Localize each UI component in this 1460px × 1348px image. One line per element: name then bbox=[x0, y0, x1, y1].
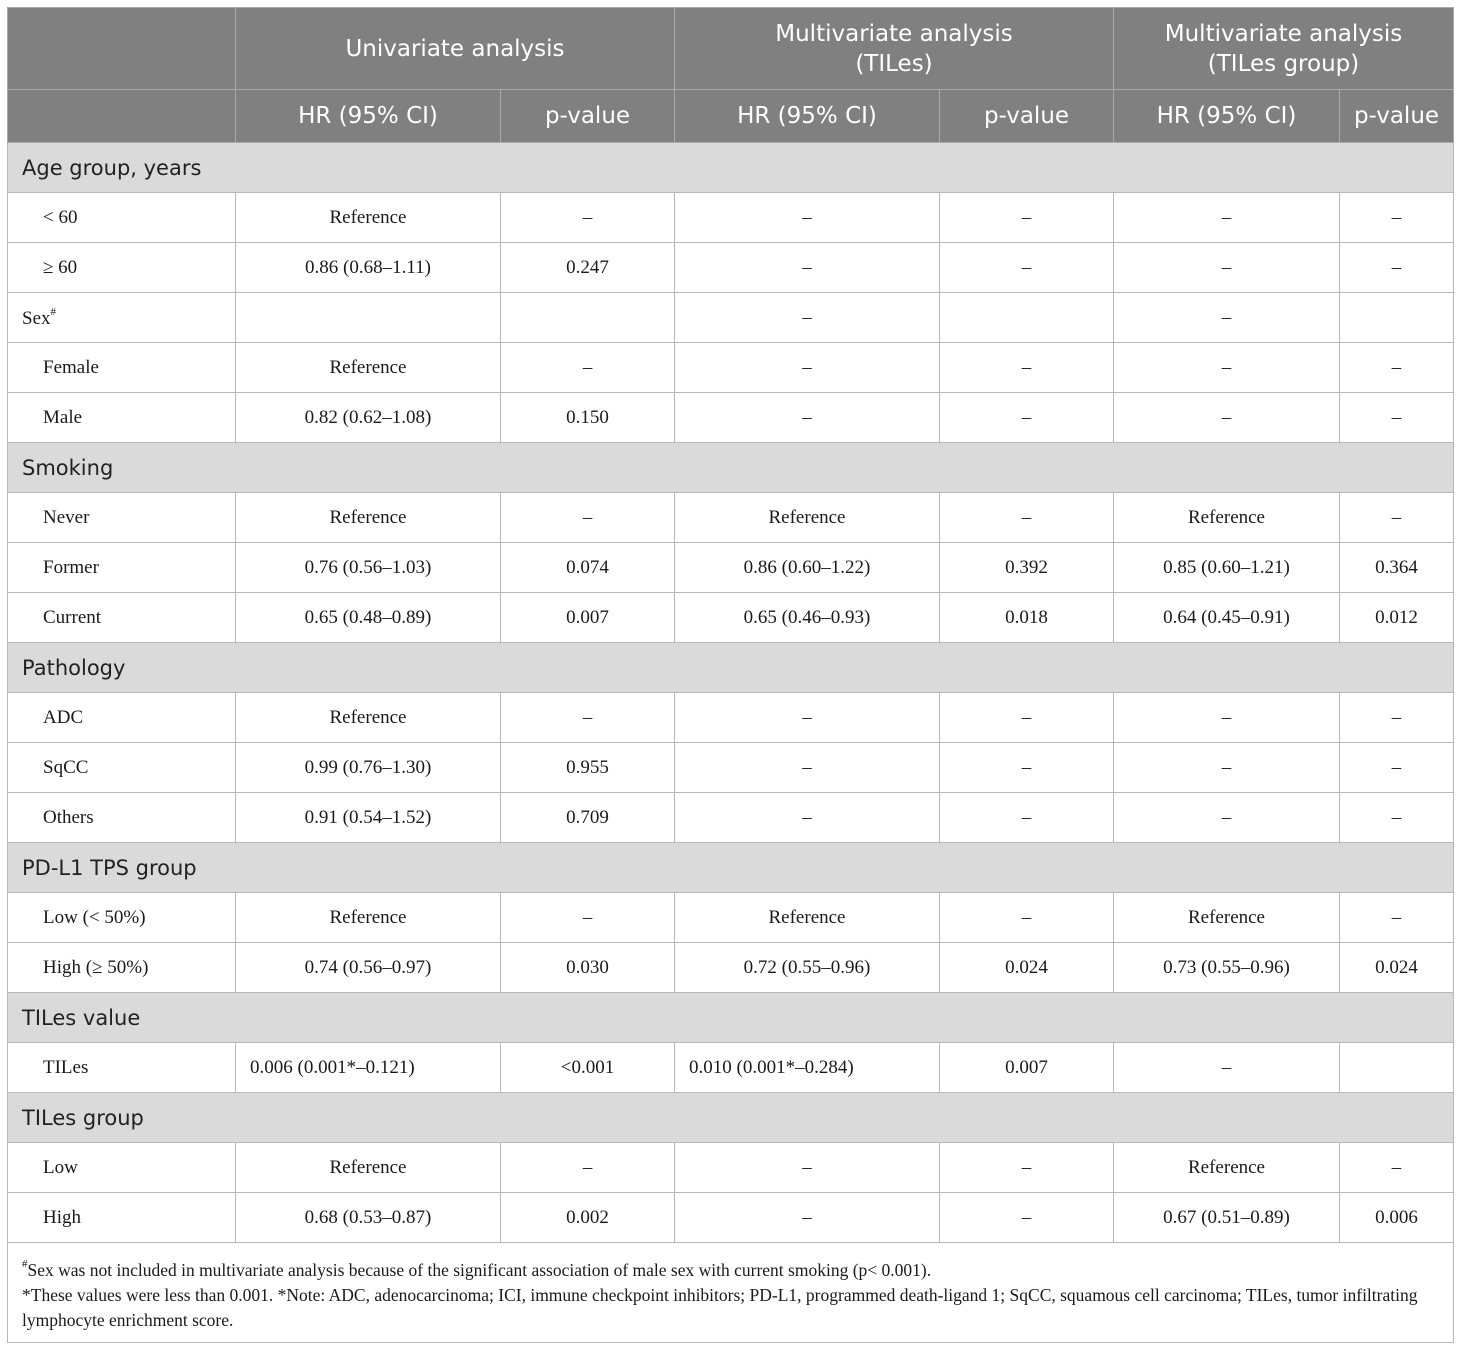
row-label-text: Current bbox=[43, 606, 102, 628]
table-row bbox=[8, 793, 1454, 843]
footnote-abbreviations: *These values were less than 0.001. *Note: ADC, adenocarcinoma; ICI, immune checkpoint inhibitors; PD-L1, programmed death-ligand 1; SqCC, squamous cell carcinoma; TILes, tumor infiltrating lymphocyte enrichment score. bbox=[22, 1285, 1418, 1330]
row-label-text: Female bbox=[43, 356, 99, 378]
hr-cell bbox=[236, 293, 501, 343]
column-header-hr: HR (95% CI) bbox=[236, 90, 501, 143]
section-title: TILes group bbox=[8, 1093, 1454, 1143]
header-corner-lower bbox=[8, 90, 236, 143]
row-label bbox=[8, 593, 236, 643]
p-value-cell: 0.024 bbox=[1340, 943, 1454, 993]
hr-cell: 0.82 (0.62–1.08) bbox=[236, 393, 501, 443]
p-value-cell: – bbox=[940, 493, 1114, 543]
p-value-cell: – bbox=[1340, 1143, 1454, 1193]
p-value-cell: – bbox=[1340, 343, 1454, 393]
header-group-univariate: Univariate analysis bbox=[236, 8, 675, 90]
p-value-cell: 0.247 bbox=[501, 243, 675, 293]
hr-cell: – bbox=[675, 743, 940, 793]
hr-cell: Reference bbox=[1114, 1143, 1340, 1193]
hr-cell: – bbox=[1114, 193, 1340, 243]
hr-cell: – bbox=[675, 793, 940, 843]
row-label-text: Low (< 50%) bbox=[43, 906, 146, 928]
p-value-cell: – bbox=[1340, 393, 1454, 443]
row-label bbox=[8, 693, 236, 743]
hr-cell: 0.91 (0.54–1.52) bbox=[236, 793, 501, 843]
table-row bbox=[8, 743, 1454, 793]
column-header-p-value: p-value bbox=[940, 90, 1114, 143]
hr-cell: – bbox=[1114, 743, 1340, 793]
hr-cell: – bbox=[1114, 693, 1340, 743]
hr-cell: 0.65 (0.46–0.93) bbox=[675, 593, 940, 643]
row-label-text: Former bbox=[43, 556, 99, 578]
hr-cell: – bbox=[1114, 793, 1340, 843]
p-value-cell: – bbox=[501, 893, 675, 943]
section-header-row bbox=[8, 143, 1454, 193]
hr-cell: Reference bbox=[236, 693, 501, 743]
hr-cell: – bbox=[675, 1193, 940, 1243]
p-value-cell: – bbox=[501, 493, 675, 543]
row-label bbox=[8, 393, 236, 443]
hr-cell: 0.006 (0.001*–0.121) bbox=[236, 1043, 501, 1093]
hr-cell: Reference bbox=[675, 493, 940, 543]
hr-cell: 0.74 (0.56–0.97) bbox=[236, 943, 501, 993]
p-value-cell: – bbox=[940, 193, 1114, 243]
table-row bbox=[8, 693, 1454, 743]
row-label-text: Male bbox=[43, 406, 83, 428]
p-value-cell: – bbox=[940, 793, 1114, 843]
row-label bbox=[8, 343, 236, 393]
row-label-text: < 60 bbox=[43, 206, 78, 228]
hr-cell: – bbox=[1114, 1043, 1340, 1093]
row-label-text: Sex bbox=[22, 307, 51, 329]
section-title: PD-L1 TPS group bbox=[8, 843, 1454, 893]
section-header-row bbox=[8, 443, 1454, 493]
hr-cell: 0.99 (0.76–1.30) bbox=[236, 743, 501, 793]
row-label-text: ≥ 60 bbox=[43, 256, 78, 278]
table-row bbox=[8, 493, 1454, 543]
row-label bbox=[8, 1143, 236, 1193]
hr-cell: – bbox=[1114, 343, 1340, 393]
p-value-cell: – bbox=[1340, 693, 1454, 743]
row-label bbox=[8, 943, 236, 993]
hr-cell: 0.68 (0.53–0.87) bbox=[236, 1193, 501, 1243]
section-title: Age group, years bbox=[8, 143, 1454, 193]
header-group-multivariate-tiles-group: Multivariate analysis (TILes group) bbox=[1114, 8, 1454, 90]
row-label-text: High bbox=[43, 1206, 81, 1228]
footnote-sex: #Sex was not included in multivariate analysis because of the significant association of male sex with current smoking (p< 0.001). bbox=[22, 1258, 932, 1280]
p-value-cell: – bbox=[940, 393, 1114, 443]
p-value-cell: – bbox=[501, 343, 675, 393]
row-label bbox=[8, 193, 236, 243]
p-value-cell: – bbox=[1340, 493, 1454, 543]
table-row bbox=[8, 243, 1454, 293]
hr-cell: 0.64 (0.45–0.91) bbox=[1114, 593, 1340, 643]
p-value-cell: – bbox=[501, 1143, 675, 1193]
table-row bbox=[8, 393, 1454, 443]
table-header bbox=[8, 8, 1454, 143]
hr-cell: 0.010 (0.001*–0.284) bbox=[675, 1043, 940, 1093]
section-title: TILes value bbox=[8, 993, 1454, 1043]
header-corner bbox=[8, 8, 236, 90]
hr-cell: Reference bbox=[1114, 493, 1340, 543]
hr-cell: – bbox=[675, 243, 940, 293]
footnote-marker: # bbox=[50, 305, 56, 318]
hr-cell: – bbox=[675, 393, 940, 443]
p-value-cell: – bbox=[940, 1143, 1114, 1193]
hr-cell: Reference bbox=[236, 343, 501, 393]
hr-cell: Reference bbox=[236, 493, 501, 543]
table-row bbox=[8, 1143, 1454, 1193]
column-header-p-value: p-value bbox=[1340, 90, 1454, 143]
p-value-cell: 0.364 bbox=[1340, 543, 1454, 593]
hr-cell: 0.86 (0.68–1.11) bbox=[236, 243, 501, 293]
table-row bbox=[8, 593, 1454, 643]
row-label-text: Low bbox=[43, 1156, 78, 1178]
p-value-cell: 0.007 bbox=[940, 1043, 1114, 1093]
section-header-row bbox=[8, 643, 1454, 693]
table-body bbox=[8, 143, 1454, 1243]
hr-cell: – bbox=[675, 293, 940, 343]
row-label bbox=[8, 543, 236, 593]
hr-cell: Reference bbox=[1114, 893, 1340, 943]
row-label bbox=[8, 893, 236, 943]
row-label-text: ADC bbox=[43, 706, 84, 728]
hr-cell: Reference bbox=[236, 893, 501, 943]
row-label bbox=[8, 1043, 236, 1093]
row-label-text: Others bbox=[43, 806, 94, 828]
table-row bbox=[8, 193, 1454, 243]
hr-cell: 0.72 (0.55–0.96) bbox=[675, 943, 940, 993]
p-value-cell: 0.007 bbox=[501, 593, 675, 643]
row-label-text: TILes bbox=[43, 1056, 89, 1078]
p-value-cell: 0.392 bbox=[940, 543, 1114, 593]
table-row bbox=[8, 893, 1454, 943]
table-row bbox=[8, 943, 1454, 993]
row-label bbox=[8, 243, 236, 293]
p-value-cell: 0.012 bbox=[1340, 593, 1454, 643]
p-value-cell: – bbox=[1340, 893, 1454, 943]
column-header-hr: HR (95% CI) bbox=[675, 90, 940, 143]
section-header-row bbox=[8, 993, 1454, 1043]
hr-cell: 0.73 (0.55–0.96) bbox=[1114, 943, 1340, 993]
p-value-cell: – bbox=[940, 743, 1114, 793]
p-value-cell: 0.006 bbox=[1340, 1193, 1454, 1243]
cox-regression-table bbox=[7, 7, 1454, 1343]
p-value-cell: – bbox=[940, 343, 1114, 393]
section-title: Smoking bbox=[8, 443, 1454, 493]
p-value-cell: – bbox=[1340, 743, 1454, 793]
hr-cell: – bbox=[1114, 243, 1340, 293]
p-value-cell bbox=[940, 293, 1114, 343]
section-title: Pathology bbox=[8, 643, 1454, 693]
p-value-cell: 0.002 bbox=[501, 1193, 675, 1243]
row-label bbox=[8, 743, 236, 793]
table-row bbox=[8, 293, 1454, 343]
row-label bbox=[8, 493, 236, 543]
header-group-multivariate-tiles: Multivariate analysis (TILes) bbox=[675, 8, 1114, 90]
p-value-cell bbox=[501, 293, 675, 343]
table-footnotes bbox=[8, 1243, 1454, 1343]
table-row bbox=[8, 1193, 1454, 1243]
p-value-cell: 0.030 bbox=[501, 943, 675, 993]
section-header-row bbox=[8, 1093, 1454, 1143]
hr-cell: Reference bbox=[675, 893, 940, 943]
p-value-cell: – bbox=[940, 693, 1114, 743]
column-header-p-value: p-value bbox=[501, 90, 675, 143]
p-value-cell: – bbox=[1340, 243, 1454, 293]
hr-cell: – bbox=[1114, 293, 1340, 343]
p-value-cell: 0.024 bbox=[940, 943, 1114, 993]
p-value-cell: – bbox=[501, 693, 675, 743]
p-value-cell: – bbox=[1340, 793, 1454, 843]
p-value-cell: 0.074 bbox=[501, 543, 675, 593]
row-label-text: High (≥ 50%) bbox=[43, 956, 149, 978]
p-value-cell bbox=[1340, 293, 1454, 343]
p-value-cell: 0.955 bbox=[501, 743, 675, 793]
p-value-cell: – bbox=[940, 243, 1114, 293]
hr-cell: 0.86 (0.60–1.22) bbox=[675, 543, 940, 593]
column-header-hr: HR (95% CI) bbox=[1114, 90, 1340, 143]
hr-cell: 0.65 (0.48–0.89) bbox=[236, 593, 501, 643]
p-value-cell: 0.709 bbox=[501, 793, 675, 843]
p-value-cell bbox=[1340, 1043, 1454, 1093]
results-table-container bbox=[7, 7, 1453, 1343]
hr-cell: – bbox=[675, 193, 940, 243]
table-row bbox=[8, 543, 1454, 593]
hr-cell: – bbox=[675, 693, 940, 743]
table-row bbox=[8, 343, 1454, 393]
p-value-cell: 0.150 bbox=[501, 393, 675, 443]
p-value-cell: – bbox=[1340, 193, 1454, 243]
row-label bbox=[8, 793, 236, 843]
hr-cell: 0.67 (0.51–0.89) bbox=[1114, 1193, 1340, 1243]
section-header-row bbox=[8, 843, 1454, 893]
row-label-text: SqCC bbox=[43, 756, 89, 778]
p-value-cell: – bbox=[940, 893, 1114, 943]
hr-cell: Reference bbox=[236, 193, 501, 243]
row-label bbox=[8, 1193, 236, 1243]
hr-cell: – bbox=[675, 343, 940, 393]
hr-cell: 0.85 (0.60–1.21) bbox=[1114, 543, 1340, 593]
hr-cell: 0.76 (0.56–1.03) bbox=[236, 543, 501, 593]
p-value-cell: – bbox=[501, 193, 675, 243]
p-value-cell: 0.018 bbox=[940, 593, 1114, 643]
hr-cell: – bbox=[1114, 393, 1340, 443]
hr-cell: – bbox=[675, 1143, 940, 1193]
hr-cell: Reference bbox=[236, 1143, 501, 1193]
p-value-cell: <0.001 bbox=[501, 1043, 675, 1093]
row-label-text: Never bbox=[43, 506, 90, 528]
p-value-cell: – bbox=[940, 1193, 1114, 1243]
row-label bbox=[8, 293, 236, 343]
table-row bbox=[8, 1043, 1454, 1093]
